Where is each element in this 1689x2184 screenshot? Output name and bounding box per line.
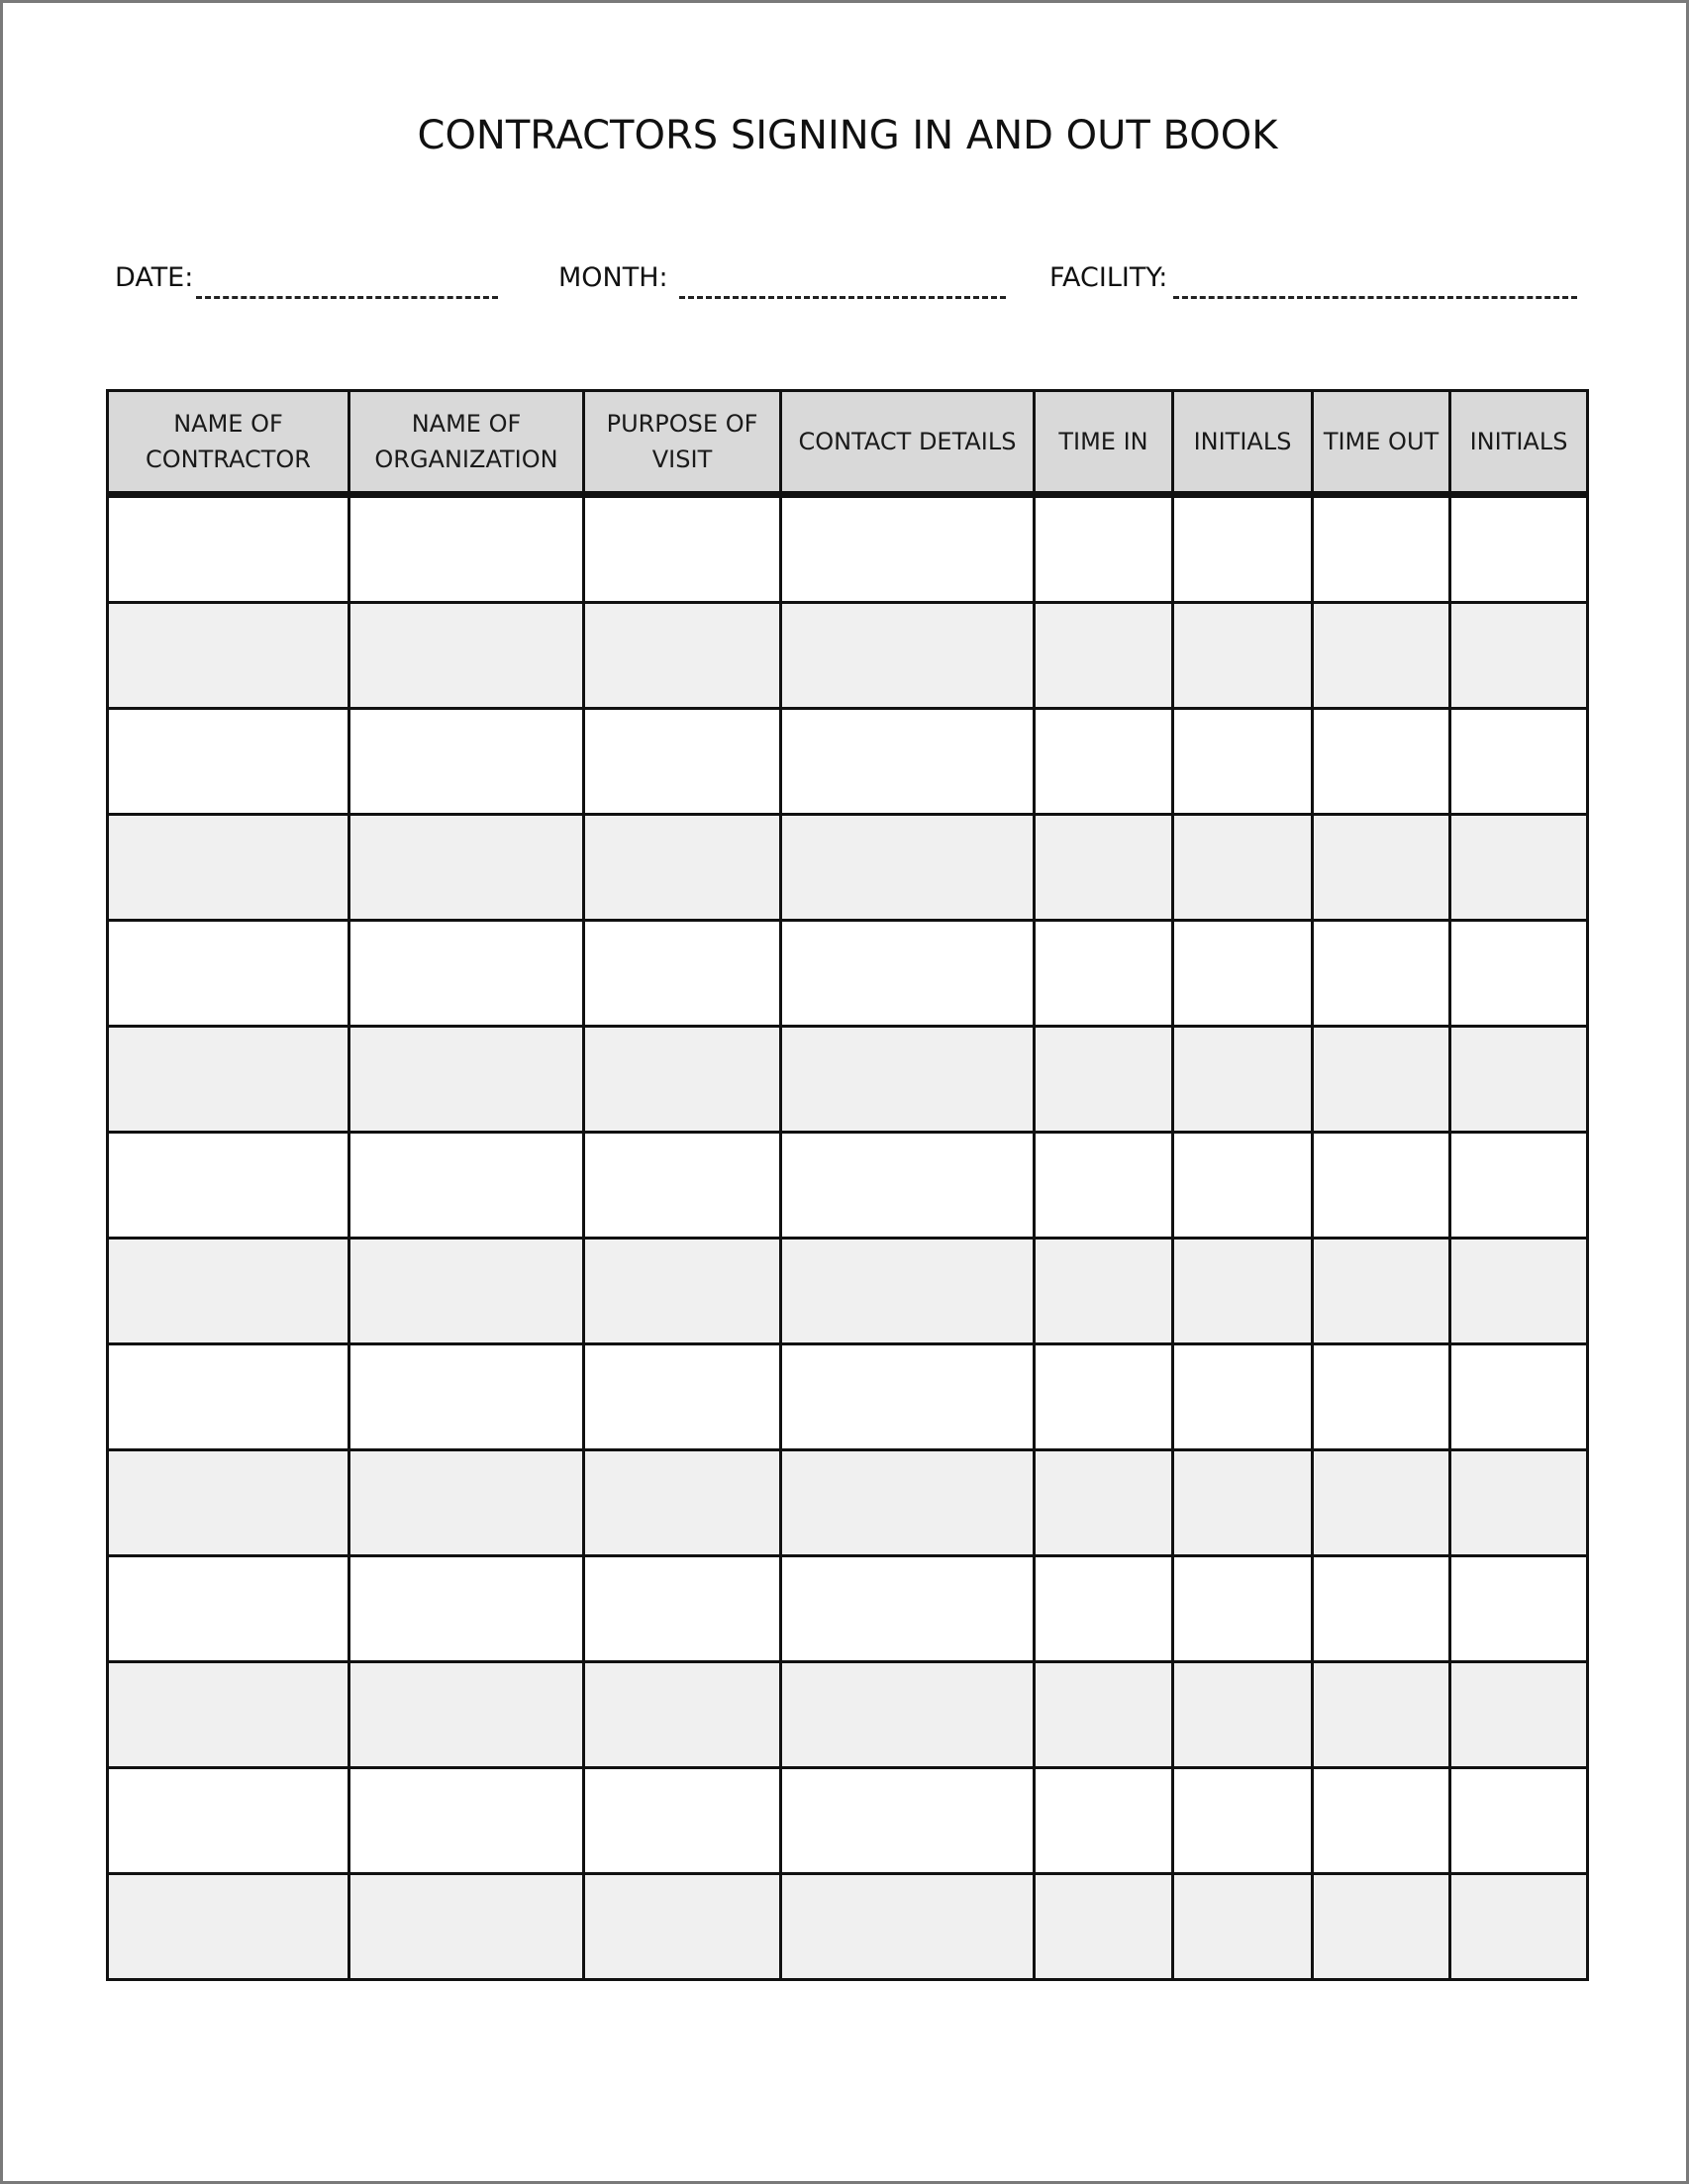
- initials-in-cell[interactable]: [1173, 495, 1313, 603]
- contact-details-cell[interactable]: [781, 1133, 1035, 1239]
- purpose-cell[interactable]: [584, 1027, 781, 1133]
- contact-details-cell[interactable]: [781, 815, 1035, 921]
- time-in-cell[interactable]: [1035, 1556, 1173, 1662]
- time-out-cell[interactable]: [1313, 1027, 1450, 1133]
- time-out-cell[interactable]: [1313, 1133, 1450, 1239]
- table-row: [108, 1133, 1588, 1239]
- initials-in-cell[interactable]: [1173, 921, 1313, 1027]
- organization-name-cell[interactable]: [349, 1344, 584, 1450]
- contractor-name-cell[interactable]: [108, 1874, 349, 1980]
- initials-in-cell[interactable]: [1173, 1344, 1313, 1450]
- initials-in-cell[interactable]: [1173, 815, 1313, 921]
- sign-in-out-table: [106, 389, 1589, 1981]
- table-row: [108, 1662, 1588, 1768]
- col-header-initials-in: INITIALS: [1173, 391, 1313, 495]
- contact-details-cell[interactable]: [781, 1874, 1035, 1980]
- organization-name-cell[interactable]: [349, 921, 584, 1027]
- organization-name-cell[interactable]: [349, 1239, 584, 1344]
- organization-name-cell[interactable]: [349, 815, 584, 921]
- purpose-cell[interactable]: [584, 1344, 781, 1450]
- organization-name-cell[interactable]: [349, 1556, 584, 1662]
- contact-details-cell[interactable]: [781, 921, 1035, 1027]
- initials-out-cell[interactable]: [1450, 1450, 1588, 1556]
- purpose-cell[interactable]: [584, 495, 781, 603]
- contractor-name-cell[interactable]: [108, 495, 349, 603]
- time-in-cell[interactable]: [1035, 815, 1173, 921]
- contact-details-cell[interactable]: [781, 1662, 1035, 1768]
- col-header-time-in: TIME IN: [1035, 391, 1173, 495]
- date-label: DATE:: [115, 262, 194, 293]
- time-in-cell[interactable]: [1035, 603, 1173, 709]
- contact-details-cell[interactable]: [781, 709, 1035, 815]
- time-out-cell[interactable]: [1313, 1662, 1450, 1768]
- initials-out-cell[interactable]: [1450, 921, 1588, 1027]
- initials-in-cell[interactable]: [1173, 1874, 1313, 1980]
- purpose-cell[interactable]: [584, 709, 781, 815]
- time-in-cell[interactable]: [1035, 1239, 1173, 1344]
- contact-details-cell[interactable]: [781, 495, 1035, 603]
- initials-in-cell[interactable]: [1173, 1133, 1313, 1239]
- organization-name-cell[interactable]: [349, 1662, 584, 1768]
- time-out-cell[interactable]: [1313, 1874, 1450, 1980]
- time-out-cell[interactable]: [1313, 1344, 1450, 1450]
- table-header-row: [108, 391, 1588, 495]
- initials-in-cell[interactable]: [1173, 1556, 1313, 1662]
- facility-input-line[interactable]: [1173, 296, 1577, 299]
- initials-out-cell[interactable]: [1450, 1768, 1588, 1874]
- table-row: [108, 1768, 1588, 1874]
- initials-out-cell[interactable]: [1450, 1662, 1588, 1768]
- table-row: [108, 1450, 1588, 1556]
- table-row: [108, 1874, 1588, 1980]
- contractor-name-cell[interactable]: [108, 603, 349, 709]
- initials-out-cell[interactable]: [1450, 1344, 1588, 1450]
- table-row: [108, 1556, 1588, 1662]
- col-header-organization-name: NAME OF ORGANIZATION: [349, 391, 584, 495]
- table-row: [108, 709, 1588, 815]
- organization-name-cell[interactable]: [349, 709, 584, 815]
- facility-field: [1049, 262, 1584, 302]
- time-in-cell[interactable]: [1035, 1450, 1173, 1556]
- month-field: [558, 262, 1014, 302]
- contractor-name-cell[interactable]: [108, 1133, 349, 1239]
- col-header-initials-out: INITIALS: [1450, 391, 1588, 495]
- col-header-contractor-name: NAME OF CONTRACTOR: [108, 391, 349, 495]
- purpose-cell[interactable]: [584, 603, 781, 709]
- facility-label: FACILITY:: [1049, 262, 1168, 293]
- contractor-name-cell[interactable]: [108, 709, 349, 815]
- time-in-cell[interactable]: [1035, 709, 1173, 815]
- contractor-name-cell[interactable]: [108, 1027, 349, 1133]
- initials-out-cell[interactable]: [1450, 815, 1588, 921]
- purpose-cell[interactable]: [584, 921, 781, 1027]
- contractor-name-cell[interactable]: [108, 1768, 349, 1874]
- initials-in-cell[interactable]: [1173, 1239, 1313, 1344]
- table-row: [108, 815, 1588, 921]
- contact-details-cell[interactable]: [781, 1344, 1035, 1450]
- time-out-cell[interactable]: [1313, 709, 1450, 815]
- contact-details-cell[interactable]: [781, 603, 1035, 709]
- col-header-time-out: TIME OUT: [1313, 391, 1450, 495]
- initials-in-cell[interactable]: [1173, 1662, 1313, 1768]
- table-row: [108, 1027, 1588, 1133]
- time-out-cell[interactable]: [1313, 1450, 1450, 1556]
- organization-name-cell[interactable]: [349, 1133, 584, 1239]
- purpose-cell[interactable]: [584, 815, 781, 921]
- page-title: CONTRACTORS SIGNING IN AND OUT BOOK: [417, 113, 1278, 158]
- time-out-cell[interactable]: [1313, 1768, 1450, 1874]
- contractor-name-cell[interactable]: [108, 1344, 349, 1450]
- organization-name-cell[interactable]: [349, 1027, 584, 1133]
- time-in-cell[interactable]: [1035, 495, 1173, 603]
- initials-out-cell[interactable]: [1450, 603, 1588, 709]
- contractor-name-cell[interactable]: [108, 1450, 349, 1556]
- purpose-cell[interactable]: [584, 1874, 781, 1980]
- time-out-cell[interactable]: [1313, 815, 1450, 921]
- time-in-cell[interactable]: [1035, 1662, 1173, 1768]
- contact-details-cell[interactable]: [781, 1027, 1035, 1133]
- initials-out-cell[interactable]: [1450, 1556, 1588, 1662]
- time-out-cell[interactable]: [1313, 921, 1450, 1027]
- table-row: [108, 921, 1588, 1027]
- time-in-cell[interactable]: [1035, 1768, 1173, 1874]
- initials-in-cell[interactable]: [1173, 709, 1313, 815]
- contractor-name-cell[interactable]: [108, 815, 349, 921]
- purpose-cell[interactable]: [584, 1239, 781, 1344]
- time-in-cell[interactable]: [1035, 1344, 1173, 1450]
- organization-name-cell[interactable]: [349, 1768, 584, 1874]
- purpose-cell[interactable]: [584, 1133, 781, 1239]
- col-header-contact-details: CONTACT DETAILS: [781, 391, 1035, 495]
- contact-details-cell[interactable]: [781, 1556, 1035, 1662]
- purpose-cell[interactable]: [584, 1556, 781, 1662]
- table-row: [108, 603, 1588, 709]
- organization-name-cell[interactable]: [349, 1874, 584, 1980]
- initials-out-cell[interactable]: [1450, 1133, 1588, 1239]
- table-row: [108, 1239, 1588, 1344]
- month-input-line[interactable]: [679, 296, 1006, 299]
- time-out-cell[interactable]: [1313, 495, 1450, 603]
- contractor-name-cell[interactable]: [108, 1556, 349, 1662]
- organization-name-cell[interactable]: [349, 603, 584, 709]
- contact-details-cell[interactable]: [781, 1450, 1035, 1556]
- time-in-cell[interactable]: [1035, 1133, 1173, 1239]
- initials-out-cell[interactable]: [1450, 495, 1588, 603]
- month-label: MONTH:: [558, 262, 668, 293]
- purpose-cell[interactable]: [584, 1662, 781, 1768]
- time-out-cell[interactable]: [1313, 1239, 1450, 1344]
- purpose-cell[interactable]: [584, 1450, 781, 1556]
- initials-out-cell[interactable]: [1450, 1239, 1588, 1344]
- organization-name-cell[interactable]: [349, 1450, 584, 1556]
- table-row: [108, 495, 1588, 603]
- contact-details-cell[interactable]: [781, 1239, 1035, 1344]
- initials-in-cell[interactable]: [1173, 603, 1313, 709]
- date-input-line[interactable]: [196, 296, 498, 299]
- initials-out-cell[interactable]: [1450, 1874, 1588, 1980]
- initials-in-cell[interactable]: [1173, 1768, 1313, 1874]
- initials-out-cell[interactable]: [1450, 709, 1588, 815]
- time-out-cell[interactable]: [1313, 603, 1450, 709]
- contact-details-cell[interactable]: [781, 1768, 1035, 1874]
- contractor-name-cell[interactable]: [108, 1662, 349, 1768]
- col-header-purpose-of-visit: PURPOSE OF VISIT: [584, 391, 781, 495]
- purpose-cell[interactable]: [584, 1768, 781, 1874]
- organization-name-cell[interactable]: [349, 495, 584, 603]
- initials-out-cell[interactable]: [1450, 1027, 1588, 1133]
- time-in-cell[interactable]: [1035, 1874, 1173, 1980]
- time-out-cell[interactable]: [1313, 1556, 1450, 1662]
- contractor-name-cell[interactable]: [108, 1239, 349, 1344]
- time-in-cell[interactable]: [1035, 921, 1173, 1027]
- date-field: [115, 262, 501, 302]
- initials-in-cell[interactable]: [1173, 1450, 1313, 1556]
- initials-in-cell[interactable]: [1173, 1027, 1313, 1133]
- table-row: [108, 1344, 1588, 1450]
- table-body: [108, 495, 1588, 1980]
- time-in-cell[interactable]: [1035, 1027, 1173, 1133]
- contractor-name-cell[interactable]: [108, 921, 349, 1027]
